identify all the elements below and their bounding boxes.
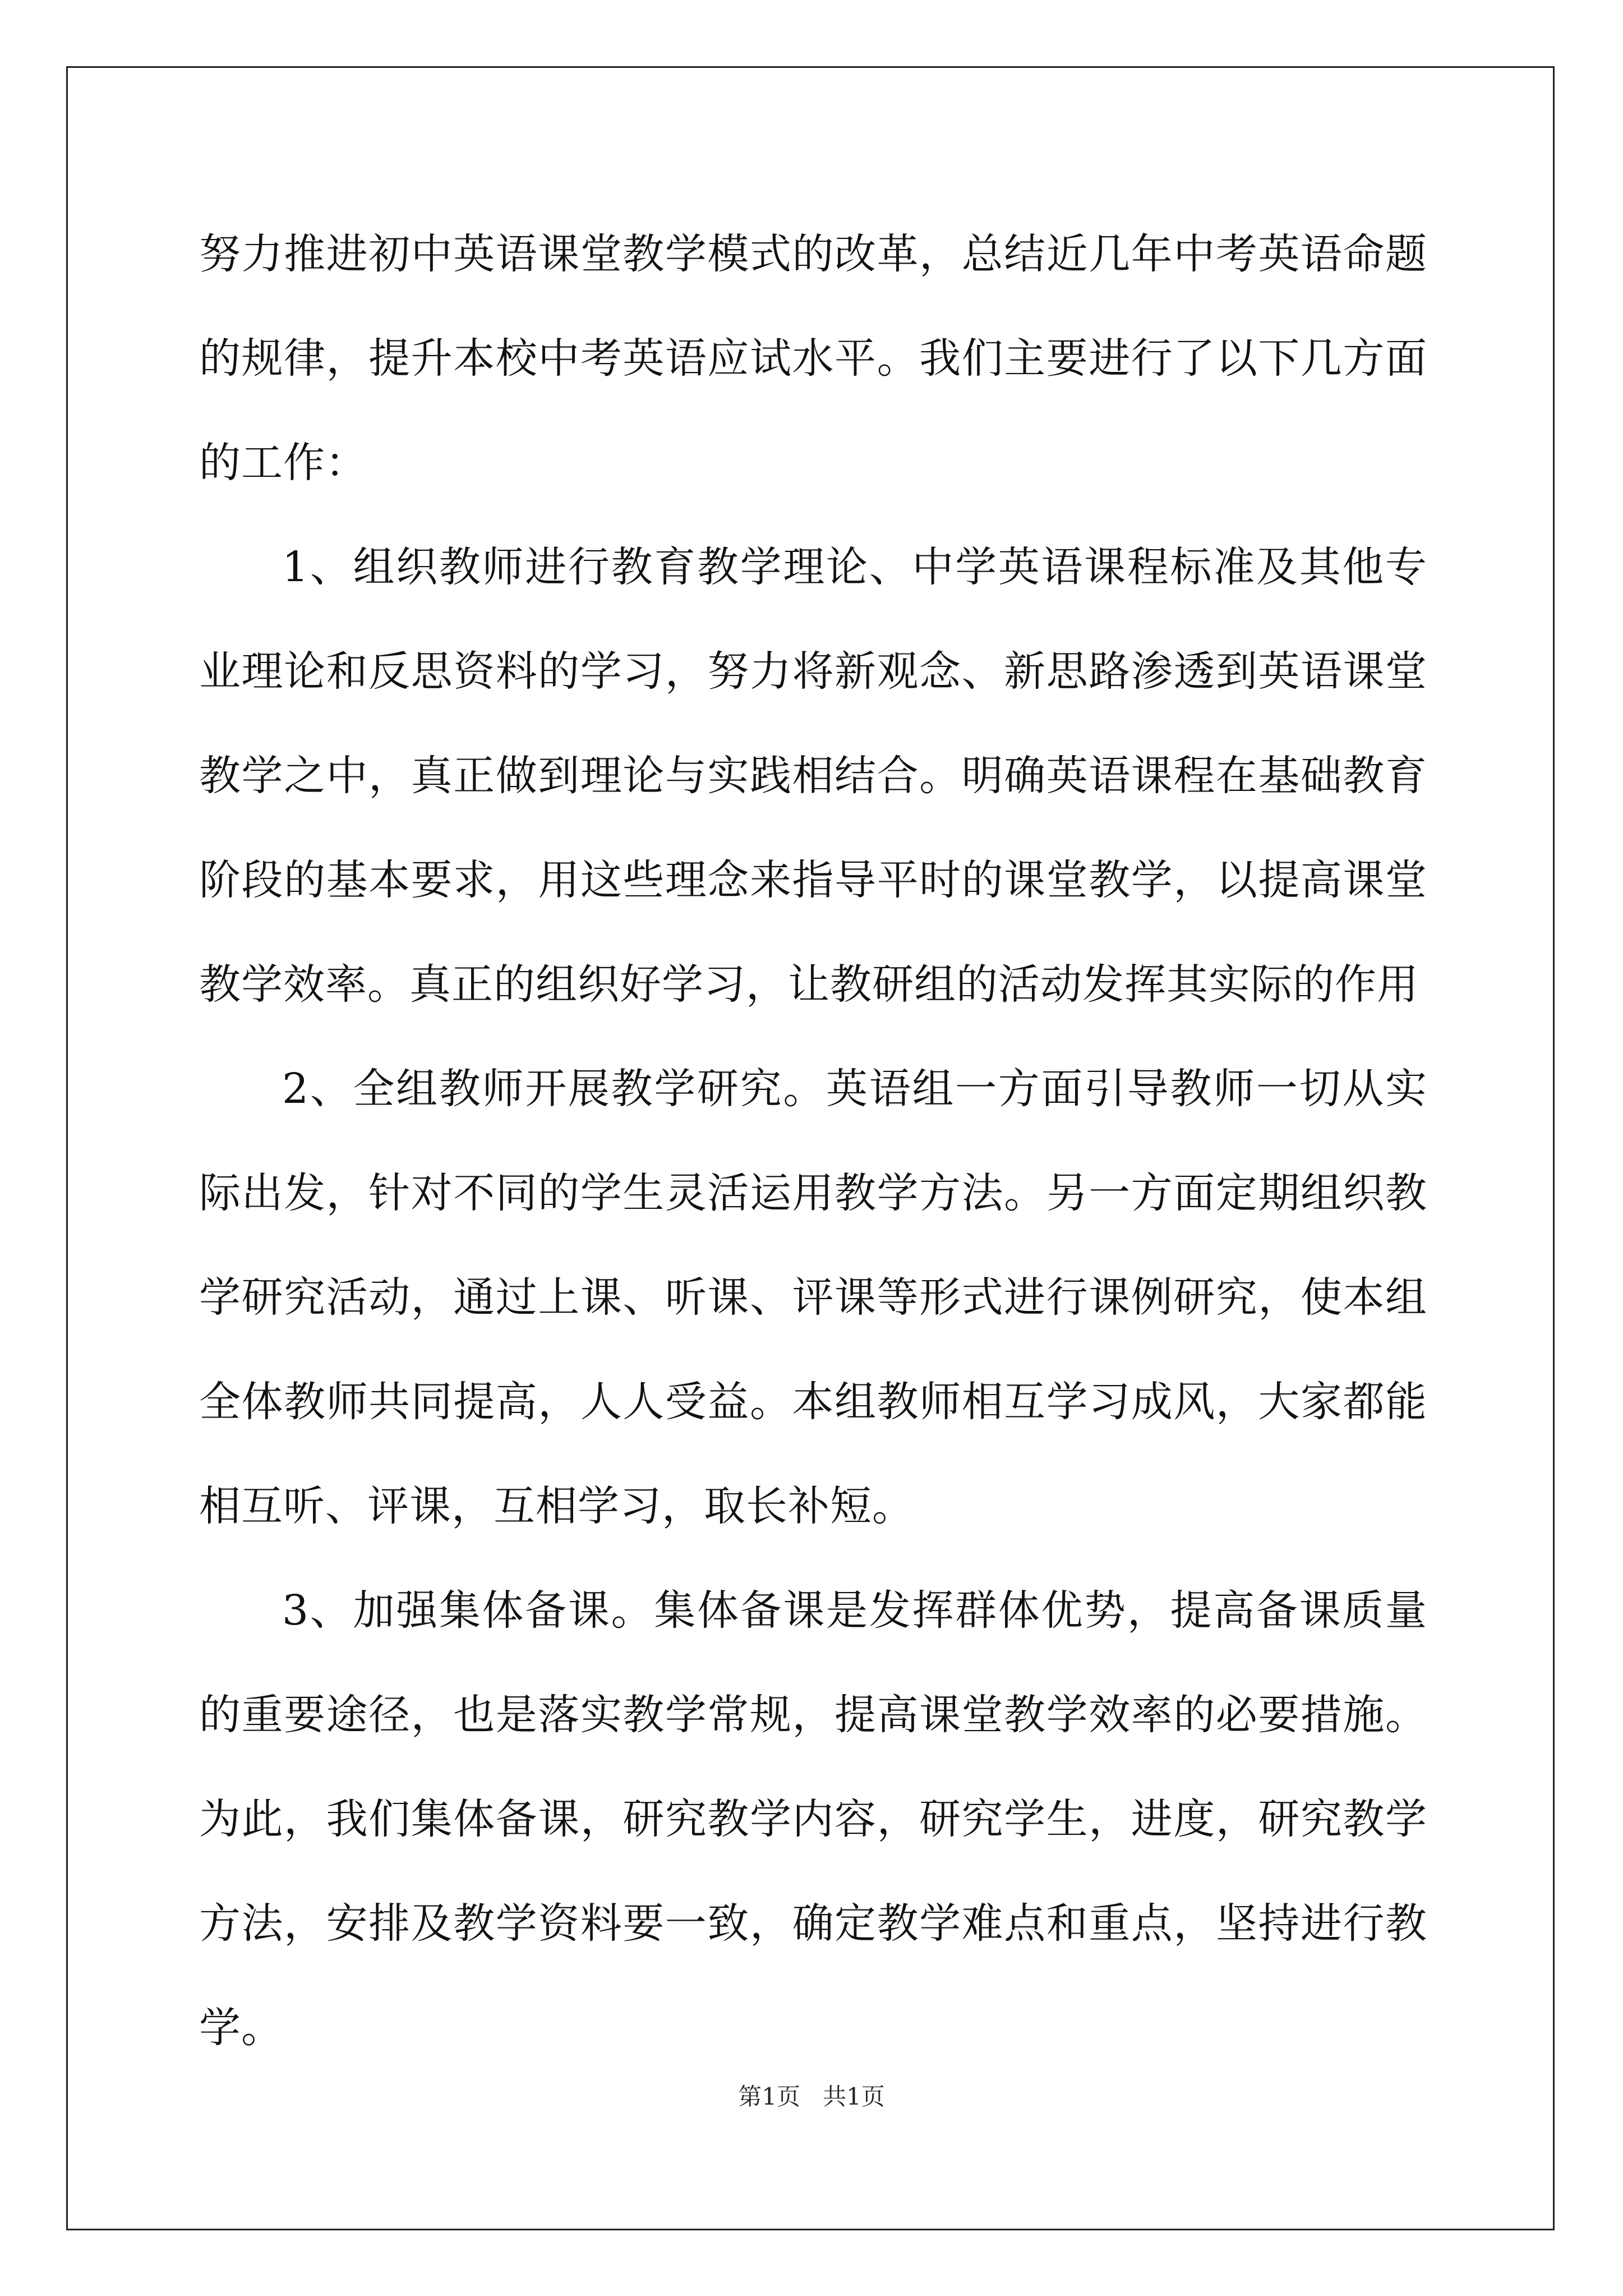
page-number: 第1页 xyxy=(738,2083,800,2110)
page-total: 共1页 xyxy=(823,2083,885,2110)
page-footer xyxy=(0,2080,1623,2114)
paragraph-item-2: 2、全组教师开展教学研究。英语组一方面引导教师一切从实际出发，针对不同的学生灵活运用教学方法。另一方面定期组织教学研究活动，通过上课、听课、评课等形式进行课例研究，使本组全体教师共同提高，人人受益。本组教师相互学习成风，大家都能相互听、评课，互相学习，取长补短。 xyxy=(199,1065,1427,1530)
document-body xyxy=(199,202,1427,2080)
paragraph-intro: 努力推进初中英语课堂教学模式的改革，总结近几年中考英语命题的规律，提升本校中考英语应试水平。我们主要进行了以下几方面的工作： xyxy=(199,230,1427,487)
paragraph-item-3: 3、加强集体备课。集体备课是发挥群体优势，提高备课质量的重要途径，也是落实教学常规，提高课堂教学效率的必要措施。为此，我们集体备课，研究教学内容，研究学生，进度，研究教学方法，安排及教学资料要一致，确定教学难点和重点，坚持进行教学。 xyxy=(199,1586,1427,2052)
paragraph-item-1: 1、组织教师进行教育教学理论、中学英语课程标准及其他专业理论和反思资料的学习，努力将新观念、新思路渗透到英语课堂教学之中，真正做到理论与实践相结合。明确英语课程在基础教育阶段的基本要求，用这些理念来指导平时的课堂教学，以提高课堂教学效率。真正的组织好学习，让教研组的活动发挥其实际的作用 xyxy=(199,543,1427,1009)
